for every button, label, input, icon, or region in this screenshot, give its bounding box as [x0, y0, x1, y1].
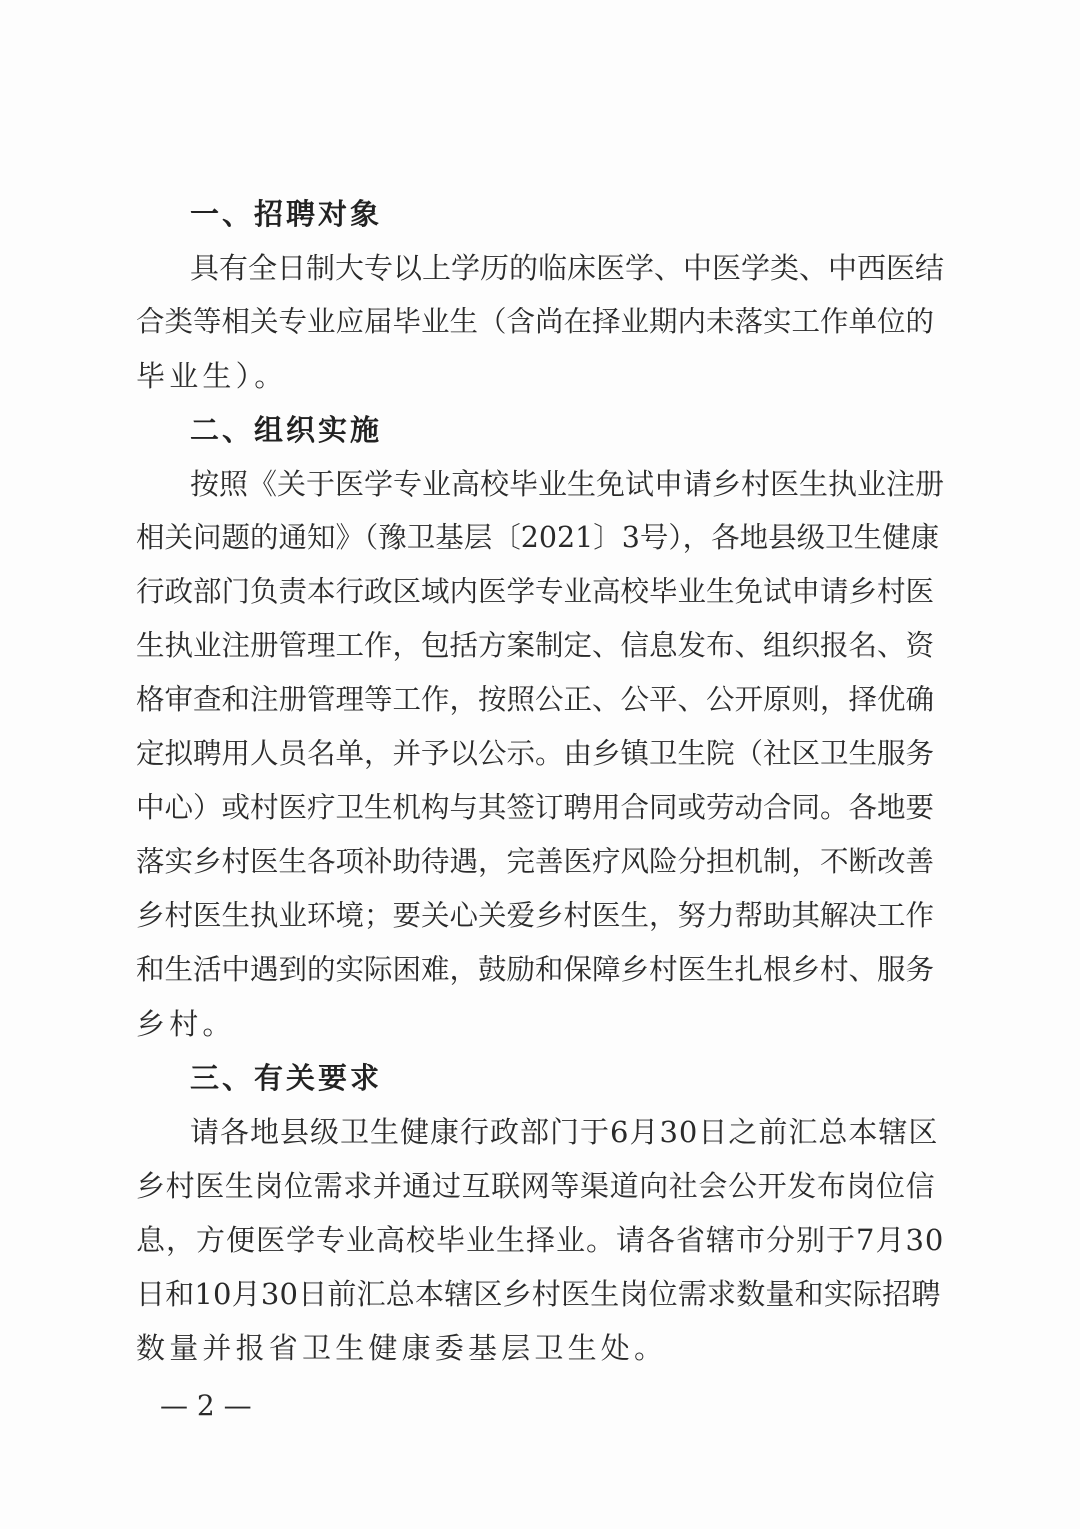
paragraph-line: 日和10月30日前汇总本辖区乡村医生岗位需求数量和实际招聘	[136, 1277, 941, 1311]
paragraph-line: 行政部门负责本行政区域内医学专业高校毕业生免试申请乡村医	[136, 575, 935, 608]
paragraph-line: 生执业注册管理工作，包括方案制定、信息发布、组织报名、资	[136, 629, 935, 662]
paragraph-line: 数量并报省卫生健康委基层卫生处。	[136, 1331, 668, 1365]
paragraph-line: 相关问题的通知》（豫卫基层〔2021〕3号），各地县级卫生健康	[136, 521, 940, 554]
paragraph-line: 和生活中遇到的实际困难，鼓励和保障乡村医生扎根乡村、服务	[136, 953, 935, 986]
paragraph-line: 落实乡村医生各项补助待遇，完善医疗风险分担机制，不断改善	[136, 845, 935, 878]
paragraph-line: 中心）或村医疗卫生机构与其签订聘用合同或劳动合同。各地要	[136, 791, 935, 824]
page-number: — 2 —	[160, 1389, 252, 1422]
paragraph-line: 合类等相关专业应届毕业生（含尚在择业期内未落实工作单位的	[136, 305, 935, 338]
paragraph-line: 请各地县级卫生健康行政部门于6月30日之前汇总本辖区	[190, 1115, 939, 1149]
paragraph-line: 乡村医生执业环境；要关心关爱乡村医生，努力帮助其解决工作	[136, 899, 935, 932]
paragraph-line: 乡村。	[136, 1007, 236, 1041]
paragraph-line: 格审查和注册管理等工作，按照公正、公平、公开原则，择优确	[136, 683, 935, 716]
section-heading-1: 一、招聘对象	[190, 197, 383, 231]
section-heading-3: 三、有关要求	[190, 1061, 383, 1095]
paragraph-line: 息，方便医学专业高校毕业生择业。请各省辖市分别于7月30	[136, 1223, 945, 1257]
paragraph-line: 乡村医生岗位需求并通过互联网等渠道向社会公开发布岗位信	[136, 1169, 936, 1203]
paragraph-line: 定拟聘用人员名单，并予以公示。由乡镇卫生院（社区卫生服务	[136, 737, 935, 770]
section-heading-2: 二、组织实施	[190, 413, 383, 447]
paragraph-line: 按照《关于医学专业高校毕业生免试申请乡村医生执业注册	[190, 467, 945, 501]
paragraph-line: 具有全日制大专以上学历的临床医学、中医学类、中西医结	[190, 251, 945, 285]
paragraph-line: 毕业生）。	[136, 359, 288, 393]
